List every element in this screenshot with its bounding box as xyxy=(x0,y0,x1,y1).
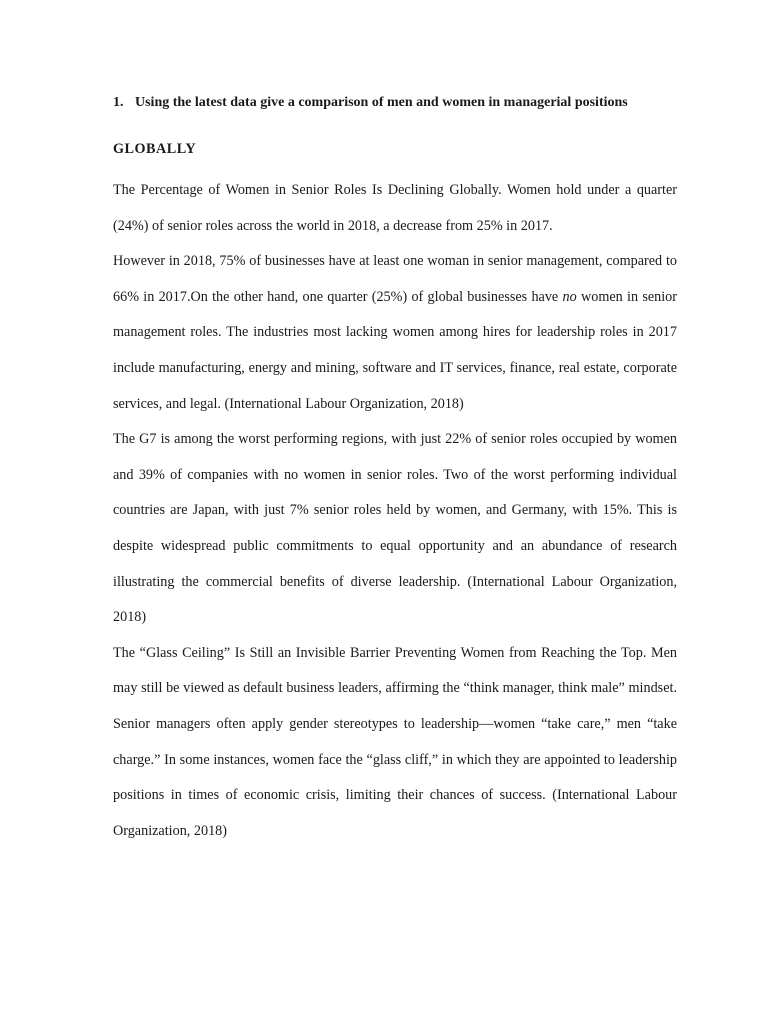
question-heading xyxy=(113,91,677,115)
paragraph-g7: The G7 is among the worst performing regions, with just 22% of senior roles occupied by women and 39% of companies with no women in senior roles. Two of the worst performing individual countries are Japan, with just 7% senior roles held by women, and Germany, with 15%. This is despite widespread public commitments to equal opportunity and an abundance of research illustrating the commercial benefits of diverse leadership. (International Labour Organization, 2018) xyxy=(113,431,677,626)
paragraph-businesses-part-1: However in 2018, 75% of businesses have at least one woman in senior management, compared to 66% in 2017.On the other hand, one quarter (25%) of global businesses have xyxy=(113,253,677,305)
paragraph-declining: The Percentage of Women in Senior Roles Is Declining Globally. Women hold under a quarter (24%) of senior roles across the world in 2018, a decrease from 25% in 2017. xyxy=(113,182,677,234)
paragraph-businesses-emphasis: no xyxy=(562,288,577,305)
paragraph-businesses xyxy=(113,244,677,422)
paragraph-glass-ceiling: The “Glass Ceiling” Is Still an Invisible Barrier Preventing Women from Reaching the Top. Men may still be viewed as default business leaders, affirming the “think manager, think male” mindset. Senior managers often apply gender stereotypes to leadership—women “take care,” men “take charge.” In some instances, women face the “glass cliff,” in which they are appointed to leadership positions in times of economic crisis, limiting their chances of success. (International Labour Organization, 2018) xyxy=(113,644,677,839)
question-text: Using the latest data give a comparison of men and women in managerial positions xyxy=(135,95,628,110)
document-body xyxy=(113,91,677,849)
question-number: 1. xyxy=(113,95,124,110)
paragraph-businesses-part-2: women in senior management roles. The industries most lacking women among hires for leadership roles in 2017 include manufacturing, energy and mining, software and IT services, finance, real estate, corporate services, and legal. (International Labour Organization, 2018) xyxy=(113,288,677,412)
section-title: GLOBALLY xyxy=(113,141,197,157)
